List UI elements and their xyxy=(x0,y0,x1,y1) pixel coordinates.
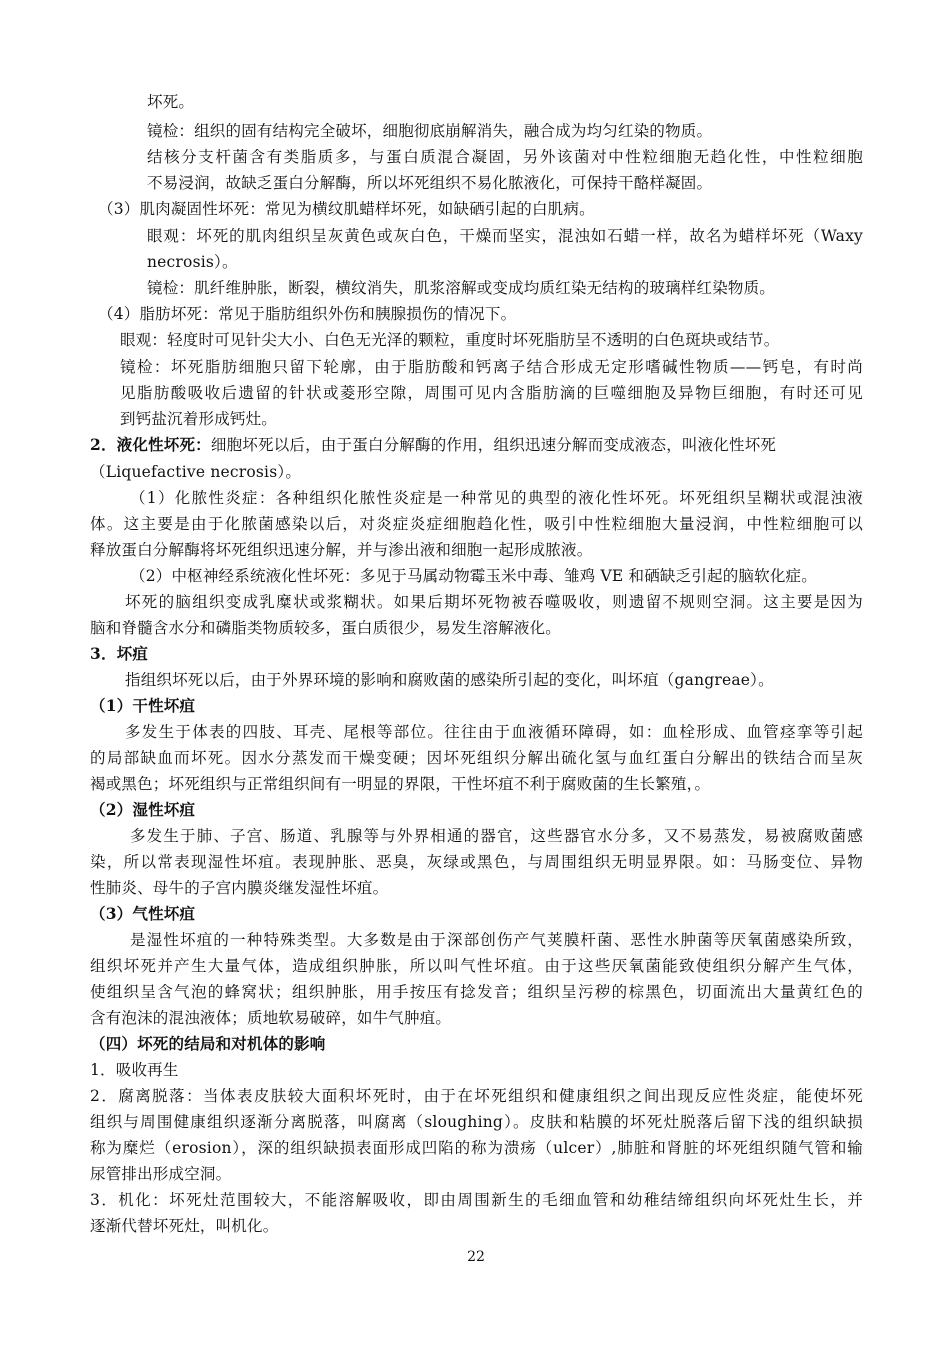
subheading: （1）干性坏疽 xyxy=(90,696,196,715)
text-line: necrosis）。 xyxy=(147,253,238,271)
text-line: 性肺炎、母牛的子宫内膜炎继发湿性坏疽。 xyxy=(90,879,389,897)
text-line: 镜检：坏死脂肪细胞只留下轮廓，由于脂肪酸和钙离子结合形成无定形嗜碱性物质——钙皂，有时尚 xyxy=(120,358,863,376)
text-line: 组织与周围健康组织逐渐分离脱落，叫腐离（sloughing）。皮肤和粘膜的坏死灶脱落后留下浅的组织缺损 xyxy=(90,1113,863,1131)
text-line: 坏死的脑组织变成乳糜状或浆糊状。如果后期坏死物被吞噬吸收，则遗留不规则空洞。这主要是因为 xyxy=(125,593,863,611)
subheading: （3）气性坏疽 xyxy=(90,904,196,923)
subheading: （2）湿性坏疽 xyxy=(90,800,196,819)
text-line: 含有泡沫的混浊液体；质地软易破碎，如牛气肿疽。 xyxy=(90,1009,452,1027)
page-number: 22 xyxy=(467,1249,485,1265)
section-heading: 2．液化性坏死： xyxy=(90,435,211,454)
section-text: 细胞坏死以后，由于蛋白分解酶的作用，组织迅速分解而变成液态，叫液化性坏死 xyxy=(210,436,777,454)
text-line: 是湿性坏疽的一种特殊类型。大多数是由于深部创伤产气荚膜杆菌、恶性水肿菌等厌氧菌感染所致， xyxy=(130,931,863,949)
text-line: 眼观：坏死的肌肉组织呈灰黄色或灰白色，干燥而坚实，混浊如石蜡一样，故名为蜡样坏死（Waxy xyxy=(147,227,863,245)
text-line: 结核分支杆菌含有类脂质多，与蛋白质混合凝固，另外该菌对中性粒细胞无趋化性，中性粒细胞 xyxy=(147,148,863,166)
text-line: 镜检：组织的固有结构完全破坏，细胞彻底崩解消失，融合成为均匀红染的物质。 xyxy=(147,122,713,140)
section-line xyxy=(90,434,776,456)
text-line: （2）中枢神经系统液化性坏死：多见于马属动物霉玉米中毒、雏鸡 VE 和硒缺乏引起的脑软化症。 xyxy=(130,567,817,585)
text-line: 使组织呈含气泡的蜂窝状；组织肿胀，用手按压有捻发音；组织呈污秽的棕黑色，切面流出大量黄红色的 xyxy=(90,983,863,1001)
text-line: 逐渐代替坏死灶，叫机化。 xyxy=(90,1217,279,1235)
text-line: 2．腐离脱落：当体表皮肤较大面积坏死时，由于在坏死组织和健康组织之间出现反应性炎症，能使坏死 xyxy=(90,1087,863,1105)
subheading: （3）肌肉凝固性坏死：常见为横纹肌蜡样坏死，如缺硒引起的白肌病。 xyxy=(98,200,595,218)
text-line: 坏死。 xyxy=(147,93,195,111)
text-line: 组织坏死并产生大量气体，造成组织肿胀，所以叫气性坏疽。由于这些厌氧菌能致使组织分解产生气体， xyxy=(90,957,863,975)
text-line: 指组织坏死以后，由于外界环境的影响和腐败菌的感染所引起的变化，叫坏疽（gangreae）。 xyxy=(125,671,774,689)
text-line: 多发生于体表的四肢、耳壳、尾根等部位。往往由于血液循环障碍，如：血栓形成、血管痉挛等引起 xyxy=(125,723,863,741)
text-line: 多发生于肺、子宫、肠道、乳腺等与外界相通的器官，这些器官水分多，又不易蒸发，易被腐败菌感 xyxy=(130,827,863,845)
text-line: （1）化脓性炎症：各种组织化脓性炎症是一种常见的典型的液化性坏死。坏死组织呈糊状或混浊液 xyxy=(130,489,863,507)
text-line: 体。这主要是由于化脓菌感染以后，对炎症炎症细胞趋化性，吸引中性粒细胞大量浸润，中性粒细胞可以 xyxy=(90,515,863,533)
text-line: 称为糜烂（erosion），深的组织缺损表面形成凹陷的称为溃疡（ulcer）,肺脏和肾脏的坏死组织随气管和输 xyxy=(90,1139,863,1157)
section-heading: （四）坏死的结局和对机体的影响 xyxy=(90,1034,326,1053)
text-line: 到钙盐沉着形成钙灶。 xyxy=(120,410,278,428)
text-line: 1．吸收再生 xyxy=(90,1061,179,1079)
section-heading: 3．坏疽 xyxy=(90,644,149,663)
text-line: 脑和脊髓含水分和磷脂类物质较多，蛋白质很少，易发生溶解液化。 xyxy=(90,619,562,637)
text-line: 眼观：轻度时可见针尖大小、白色无光泽的颗粒，重度时坏死脂肪呈不透明的白色斑块或结节。 xyxy=(120,331,780,349)
text-line: 尿管排出形成空洞。 xyxy=(90,1165,232,1183)
text-line: 的局部缺血而坏死。因水分蒸发而干燥变硬；因坏死组织分解出硫化氢与血红蛋白分解出的铁结合而呈灰 xyxy=(90,749,863,767)
subheading: （4）脂肪坏死：常见于脂肪组织外伤和胰腺损伤的情况下。 xyxy=(98,305,517,323)
text-line: 染，所以常表现湿性坏疽。表现肿胀、恶臭，灰绿或黑色，与周围组织无明显界限。如：马肠变位、异物 xyxy=(90,853,863,871)
text-line: （Liquefactive necrosis）。 xyxy=(90,463,302,481)
text-line: 褐或黑色；坏死组织与正常组织间有一明显的界限，干性坏疽不利于腐败菌的生长繁殖，。 xyxy=(90,775,711,793)
text-line: 3．机化：坏死灶范围较大，不能溶解吸收，即由周围新生的毛细血管和幼稚结缔组织向坏死灶生长，并 xyxy=(90,1191,863,1209)
text-line: 不易浸润，故缺乏蛋白分解酶，所以坏死组织不易化脓液化，可保持干酪样凝固。 xyxy=(147,174,713,192)
text-line: 见脂肪酸吸收后遗留的针状或菱形空隙，周围可见内含脂肪滴的巨噬细胞及异物巨细胞，有时还可见 xyxy=(120,384,863,402)
text-line: 镜检：肌纤维肿胀，断裂，横纹消失，肌浆溶解或变成均质红染无结构的玻璃样红染物质。 xyxy=(147,279,776,297)
text-line: 释放蛋白分解酶将坏死组织迅速分解，并与渗出液和细胞一起形成脓液。 xyxy=(90,541,593,559)
